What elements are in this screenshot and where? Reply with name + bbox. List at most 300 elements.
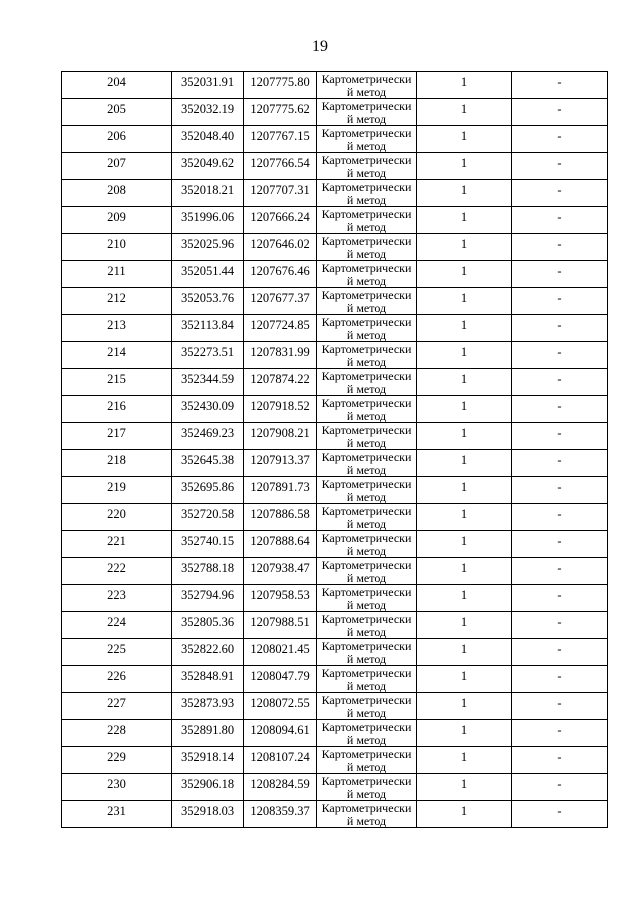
point-number-cell [62, 180, 172, 207]
y-coordinate-cell [244, 234, 317, 261]
y-coordinate-cell [244, 315, 317, 342]
y-coordinate-cell [244, 531, 317, 558]
accuracy-cell [417, 369, 512, 396]
method-cell [317, 396, 417, 423]
method-cell [317, 531, 417, 558]
y-coordinate: 1207676.46 [250, 264, 310, 278]
point-number: 219 [107, 480, 126, 494]
point-number-cell [62, 153, 172, 180]
x-coordinate: 352113.84 [181, 318, 234, 332]
method-line: Картометрически [321, 342, 412, 356]
point-number-cell [62, 720, 172, 747]
method-text [317, 612, 416, 638]
accuracy-cell [417, 531, 512, 558]
table-row [62, 774, 608, 801]
y-coordinate-cell [244, 585, 317, 612]
note-value: - [557, 561, 562, 575]
x-coordinate-cell [172, 477, 244, 504]
method-cell [317, 315, 417, 342]
table-row [62, 477, 608, 504]
table-row [62, 612, 608, 639]
accuracy-cell [417, 423, 512, 450]
note-value: - [557, 345, 562, 359]
point-number: 206 [107, 129, 126, 143]
table-row [62, 315, 608, 342]
accuracy-cell [417, 639, 512, 666]
x-coordinate: 352048.40 [180, 129, 235, 143]
note-value: - [557, 129, 562, 143]
method-line: й метод [346, 543, 387, 557]
point-number-cell [62, 207, 172, 234]
note-cell [512, 234, 608, 261]
method-cell [317, 126, 417, 153]
x-coordinate: 352891.80 [180, 723, 235, 737]
table-row [62, 342, 608, 369]
accuracy-value: 1 [460, 480, 468, 494]
method-line: й метод [346, 84, 387, 98]
method-text [317, 477, 416, 503]
point-number: 208 [107, 183, 126, 197]
point-number: 229 [107, 750, 126, 764]
table-row [62, 504, 608, 531]
method-cell [317, 747, 417, 774]
accuracy-value: 1 [460, 75, 468, 89]
table-row [62, 666, 608, 693]
method-cell [317, 261, 417, 288]
point-number-cell [62, 234, 172, 261]
table-row [62, 207, 608, 234]
accuracy-cell [417, 126, 512, 153]
method-text [317, 369, 416, 395]
point-number: 209 [107, 210, 126, 224]
point-number-cell [62, 693, 172, 720]
x-coordinate-cell [172, 504, 244, 531]
method-cell [317, 585, 417, 612]
y-coordinate-cell [244, 99, 317, 126]
note-value: - [557, 723, 562, 737]
point-number: 211 [107, 264, 126, 278]
x-coordinate-cell [172, 531, 244, 558]
method-line: Картометрически [321, 585, 412, 599]
method-line: й метод [346, 300, 387, 314]
accuracy-cell [417, 693, 512, 720]
accuracy-cell [417, 585, 512, 612]
method-text [317, 153, 416, 179]
method-text [317, 639, 416, 665]
note-cell [512, 774, 608, 801]
x-coordinate-cell [172, 612, 244, 639]
page-number: 19 [312, 38, 328, 55]
coordinates-table-body [62, 72, 608, 828]
method-line: й метод [346, 678, 387, 692]
table-row [62, 423, 608, 450]
x-coordinate-cell [172, 99, 244, 126]
note-cell [512, 720, 608, 747]
point-number: 223 [107, 588, 126, 602]
y-coordinate-cell [244, 342, 317, 369]
method-line: й метод [346, 651, 387, 665]
point-number-cell [62, 450, 172, 477]
method-line: й метод [346, 516, 387, 530]
y-coordinate: 1207938.47 [250, 561, 310, 575]
table-row [62, 99, 608, 126]
point-number-cell [62, 774, 172, 801]
point-number: 230 [107, 777, 126, 791]
method-text [317, 801, 416, 827]
x-coordinate: 352051.44 [180, 264, 235, 278]
table-row [62, 747, 608, 774]
method-text [317, 450, 416, 476]
method-text [317, 774, 416, 800]
note-cell [512, 180, 608, 207]
accuracy-cell [417, 450, 512, 477]
method-cell [317, 234, 417, 261]
point-number: 213 [107, 318, 126, 332]
y-coordinate-cell [244, 369, 317, 396]
x-coordinate: 352873.93 [180, 696, 235, 710]
accuracy-value: 1 [460, 696, 468, 710]
accuracy-cell [417, 180, 512, 207]
y-coordinate-cell [244, 261, 317, 288]
point-number-cell [62, 72, 172, 99]
method-text [317, 747, 416, 773]
y-coordinate: 1207766.54 [250, 156, 310, 170]
method-cell [317, 153, 417, 180]
method-cell [317, 504, 417, 531]
y-coordinate: 1207724.85 [250, 318, 310, 332]
point-number-cell [62, 99, 172, 126]
accuracy-value: 1 [460, 777, 468, 791]
method-line: Картометрически [321, 153, 412, 167]
method-line: Картометрически [321, 126, 412, 140]
y-coordinate: 1207888.64 [250, 534, 310, 548]
accuracy-cell [417, 99, 512, 126]
method-line: Картометрически [321, 693, 412, 707]
x-coordinate-cell [172, 207, 244, 234]
y-coordinate: 1207775.80 [250, 75, 310, 89]
method-cell [317, 612, 417, 639]
method-line: Картометрически [321, 207, 412, 221]
note-cell [512, 153, 608, 180]
point-number-cell [62, 369, 172, 396]
method-text [317, 180, 416, 206]
table-row [62, 693, 608, 720]
accuracy-value: 1 [460, 210, 468, 224]
x-coordinate-cell [172, 774, 244, 801]
method-text [317, 261, 416, 287]
accuracy-value: 1 [460, 399, 468, 413]
accuracy-value: 1 [460, 453, 468, 467]
table-row [62, 450, 608, 477]
y-coordinate-cell [244, 612, 317, 639]
point-number-cell [62, 342, 172, 369]
note-value: - [557, 291, 562, 305]
note-cell [512, 558, 608, 585]
method-text [317, 585, 416, 611]
accuracy-value: 1 [460, 156, 468, 170]
method-text [317, 396, 416, 422]
method-cell [317, 99, 417, 126]
x-coordinate-cell [172, 234, 244, 261]
method-cell [317, 639, 417, 666]
method-text [317, 126, 416, 152]
method-text [317, 72, 416, 98]
y-coordinate: 1207913.37 [250, 453, 310, 467]
table-row [62, 639, 608, 666]
note-value: - [557, 399, 562, 413]
method-line: й метод [346, 354, 387, 368]
x-coordinate: 352273.51 [180, 345, 235, 359]
note-value: - [557, 75, 562, 89]
method-line: й метод [346, 219, 387, 233]
y-coordinate: 1207886.58 [250, 507, 310, 521]
point-number-cell [62, 585, 172, 612]
method-line: Картометрически [321, 747, 412, 761]
method-line: й метод [346, 624, 387, 638]
y-coordinate-cell [244, 720, 317, 747]
note-value: - [557, 750, 562, 764]
accuracy-cell [417, 315, 512, 342]
method-line: й метод [346, 381, 387, 395]
accuracy-cell [417, 342, 512, 369]
point-number-cell [62, 477, 172, 504]
accuracy-cell [417, 558, 512, 585]
table-row [62, 261, 608, 288]
accuracy-value: 1 [460, 426, 468, 440]
note-value: - [557, 156, 562, 170]
method-line: Картометрически [321, 423, 412, 437]
note-value: - [557, 426, 562, 440]
y-coordinate: 1208107.24 [250, 750, 310, 764]
point-number-cell [62, 261, 172, 288]
x-coordinate: 352695.86 [180, 480, 235, 494]
note-cell [512, 423, 608, 450]
method-text [317, 693, 416, 719]
method-text [317, 234, 416, 260]
y-coordinate: 1207958.53 [250, 588, 310, 602]
accuracy-cell [417, 72, 512, 99]
method-line: й метод [346, 813, 387, 827]
method-line: й метод [346, 327, 387, 341]
point-number-cell [62, 126, 172, 153]
note-cell [512, 801, 608, 828]
point-number: 228 [107, 723, 126, 737]
method-line: Картометрически [321, 288, 412, 302]
point-number-cell [62, 504, 172, 531]
table-row [62, 720, 608, 747]
point-number: 218 [107, 453, 126, 467]
accuracy-cell [417, 153, 512, 180]
point-number: 224 [107, 615, 126, 629]
note-cell [512, 99, 608, 126]
table-row [62, 369, 608, 396]
note-cell [512, 396, 608, 423]
x-coordinate: 352794.96 [180, 588, 235, 602]
point-number: 225 [107, 642, 126, 656]
y-coordinate-cell [244, 180, 317, 207]
note-cell [512, 72, 608, 99]
point-number: 204 [107, 75, 126, 89]
x-coordinate: 352822.60 [180, 642, 235, 656]
y-coordinate: 1208359.37 [250, 804, 310, 818]
point-number: 221 [107, 534, 126, 548]
accuracy-value: 1 [460, 264, 468, 278]
accuracy-cell [417, 234, 512, 261]
table-row [62, 180, 608, 207]
y-coordinate-cell [244, 558, 317, 585]
y-coordinate: 1208072.55 [250, 696, 310, 710]
point-number-cell [62, 396, 172, 423]
note-cell [512, 261, 608, 288]
y-coordinate-cell [244, 477, 317, 504]
note-value: - [557, 237, 562, 251]
method-text [317, 666, 416, 692]
method-line: Картометрически [321, 720, 412, 734]
accuracy-cell [417, 720, 512, 747]
method-line: Картометрически [321, 396, 412, 410]
accuracy-cell [417, 207, 512, 234]
y-coordinate: 1207891.73 [250, 480, 310, 494]
method-text [317, 342, 416, 368]
y-coordinate-cell [244, 126, 317, 153]
method-line: Картометрически [321, 612, 412, 626]
note-cell [512, 315, 608, 342]
method-line: Картометрически [321, 639, 412, 653]
y-coordinate: 1207988.51 [250, 615, 310, 629]
x-coordinate: 352049.62 [180, 156, 235, 170]
x-coordinate-cell [172, 180, 244, 207]
y-coordinate-cell [244, 423, 317, 450]
method-line: Картометрически [321, 315, 412, 329]
x-coordinate: 352720.58 [180, 507, 235, 521]
note-cell [512, 693, 608, 720]
note-cell [512, 369, 608, 396]
method-cell [317, 450, 417, 477]
method-line: Картометрически [321, 234, 412, 248]
x-coordinate-cell [172, 126, 244, 153]
x-coordinate: 352032.19 [180, 102, 235, 116]
method-line: Картометрически [321, 666, 412, 680]
note-value: - [557, 804, 562, 818]
note-cell [512, 612, 608, 639]
method-cell [317, 720, 417, 747]
x-coordinate-cell [172, 558, 244, 585]
y-coordinate-cell [244, 396, 317, 423]
x-coordinate: 352430.09 [180, 399, 235, 413]
table-row [62, 72, 608, 99]
note-value: - [557, 183, 562, 197]
y-coordinate-cell [244, 639, 317, 666]
table-row [62, 531, 608, 558]
accuracy-cell [417, 288, 512, 315]
note-cell [512, 639, 608, 666]
y-coordinate-cell [244, 693, 317, 720]
method-line: й метод [346, 759, 387, 773]
note-value: - [557, 102, 562, 116]
note-cell [512, 288, 608, 315]
table-row [62, 288, 608, 315]
note-value: - [557, 318, 562, 332]
x-coordinate-cell [172, 450, 244, 477]
x-coordinate: 352053.76 [180, 291, 235, 305]
table-row [62, 558, 608, 585]
note-value: - [557, 777, 562, 791]
method-cell [317, 207, 417, 234]
y-coordinate: 1207707.31 [250, 183, 310, 197]
method-line: Картометрически [321, 450, 412, 464]
note-value: - [557, 642, 562, 656]
method-line: й метод [346, 246, 387, 260]
accuracy-cell [417, 666, 512, 693]
accuracy-value: 1 [460, 345, 468, 359]
method-text [317, 99, 416, 125]
x-coordinate: 351996.06 [180, 210, 235, 224]
x-coordinate-cell [172, 639, 244, 666]
y-coordinate: 1207908.21 [250, 426, 310, 440]
y-coordinate-cell [244, 747, 317, 774]
method-cell [317, 180, 417, 207]
y-coordinate: 1207677.37 [250, 291, 310, 305]
x-coordinate: 352740.15 [180, 534, 235, 548]
method-cell [317, 342, 417, 369]
x-coordinate-cell [172, 288, 244, 315]
method-text [317, 207, 416, 233]
method-cell [317, 801, 417, 828]
method-cell [317, 666, 417, 693]
x-coordinate: 352788.18 [180, 561, 235, 575]
note-value: - [557, 210, 562, 224]
accuracy-value: 1 [460, 534, 468, 548]
accuracy-value: 1 [460, 804, 468, 818]
method-text [317, 423, 416, 449]
y-coordinate: 1207775.62 [250, 102, 310, 116]
note-cell [512, 747, 608, 774]
accuracy-value: 1 [460, 588, 468, 602]
note-cell [512, 450, 608, 477]
point-number: 205 [107, 102, 126, 116]
x-coordinate-cell [172, 72, 244, 99]
point-number: 215 [107, 372, 126, 386]
accuracy-value: 1 [460, 642, 468, 656]
table-row [62, 126, 608, 153]
y-coordinate-cell [244, 72, 317, 99]
point-number-cell [62, 612, 172, 639]
y-coordinate: 1207767.15 [250, 129, 310, 143]
method-cell [317, 558, 417, 585]
method-cell [317, 72, 417, 99]
y-coordinate: 1208047.79 [250, 669, 310, 683]
table-row [62, 153, 608, 180]
accuracy-value: 1 [460, 561, 468, 575]
method-line: й метод [346, 705, 387, 719]
point-number: 217 [107, 426, 126, 440]
method-text [317, 558, 416, 584]
note-value: - [557, 372, 562, 386]
point-number: 207 [107, 156, 126, 170]
y-coordinate-cell [244, 801, 317, 828]
x-coordinate-cell [172, 342, 244, 369]
point-number: 220 [107, 507, 126, 521]
x-coordinate-cell [172, 747, 244, 774]
y-coordinate-cell [244, 774, 317, 801]
y-coordinate: 1208094.61 [250, 723, 310, 737]
note-cell [512, 477, 608, 504]
method-cell [317, 369, 417, 396]
y-coordinate-cell [244, 288, 317, 315]
method-line: й метод [346, 192, 387, 206]
accuracy-cell [417, 801, 512, 828]
method-cell [317, 423, 417, 450]
